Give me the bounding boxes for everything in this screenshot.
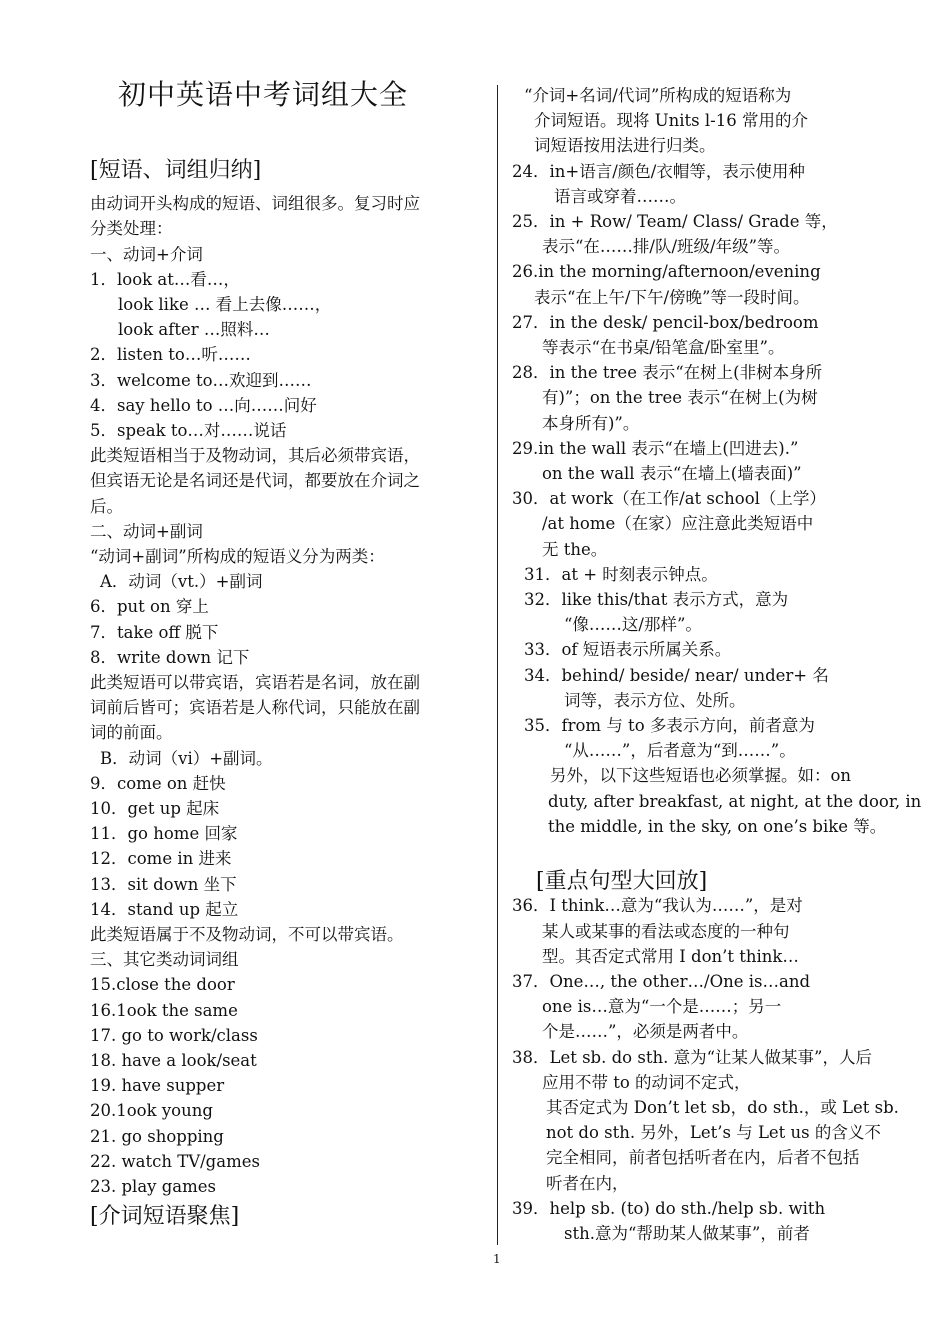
text-line: 11．go home 回家 [90,824,238,844]
section-heading: [介词短语聚焦] [90,1204,240,1230]
text-line: the middle, in the sky, on one’s bike 等。 [548,816,887,836]
text-line: 24．in+语言/颜色/衣帽等，表示使用种 [512,161,805,181]
text-line: 13．sit down 坐下 [90,874,237,894]
text-line: 听者在内， [546,1173,629,1193]
text-line: 3．welcome to…欢迎到…… [90,370,312,390]
text-line: 一、动词+介词 [90,244,203,264]
text-line: 等表示“在书桌/铅笔盒/卧室里”。 [542,338,785,357]
text-line: 后。 [90,496,123,516]
text-line: duty, after breakfast, at night, at the door, in [548,791,922,811]
text-line: 分类处理： [90,219,173,239]
text-line: 无 the。 [542,539,608,559]
text-line: B．动词（vi）+副词。 [100,748,273,768]
text-line: “像……这/那样”。 [564,615,702,635]
text-line: 三、其它类动词词组 [90,950,239,970]
text-line: 12．come in 进来 [90,849,232,869]
text-line: 32．like this/that 表示方式，意为 [524,590,789,609]
text-line: 9．come on 赶快 [90,773,226,793]
text-line: “从……”，后者意为“到……”。 [564,741,796,761]
text-line: 个是……”，必须是两者中。 [542,1022,749,1042]
text-line: 19. have supper [90,1076,225,1096]
section-heading: [重点句型大回放] [536,869,708,895]
text-line: 表示“在上午/下午/傍晚”等一段时间。 [534,287,810,307]
text-line: “介词+名词/代词”所构成的短语称为 [524,86,792,105]
text-line: 15.close the door [90,975,235,995]
text-line: 8．write down 记下 [90,647,250,667]
text-line: 38．Let sb. do sth. 意为“让某人做某事”，人后 [512,1047,872,1067]
text-line: 33．of 短语表示所属关系。 [524,640,732,660]
text-line: 35．from 与 to 多表示方向，前者意为 [524,716,815,735]
text-line: 介词短语。现将 Units l-16 常用的介 [534,111,808,131]
text-line: 23. play games [90,1177,217,1196]
text-line: 27．in the desk/ pencil-box/bedroom [512,312,819,332]
text-line: 6．put on 穿上 [90,597,209,617]
text-line: 37．One…, the other…/One is…and [512,972,811,991]
text-line: on the wall 表示“在墙上(墙表面)” [542,464,802,483]
text-line: 30．at work（在工作/at school（上学） [512,489,826,509]
column-divider [497,85,498,1245]
text-line: 本身所有)”。 [542,413,640,433]
text-line: 词短语按用法进行归类。 [534,136,716,156]
text-line: 词等，表示方位、处所。 [564,690,746,710]
text-line: 此类短语可以带宾语，宾语若是名词，放在副 [90,673,420,692]
text-line: 1．look at…看…， [90,269,240,289]
text-line: 28．in the tree 表示“在树上(非树本身所 [512,363,823,383]
section-heading: [短语、词组归纳] [90,158,262,183]
text-line: 有)”；on the tree 表示“在树上(为树 [542,388,818,408]
text-line: 其否定式为 Don’t let sb，do sth.，或 Let sb. [546,1098,899,1117]
text-line: 16.1ook the same [90,1000,238,1020]
text-line: 25．in + Row/ Team/ Class/ Grade 等， [512,212,838,231]
text-line: look like … 看上去像……， [118,295,332,314]
text-line: 此类短语相当于及物动词，其后必须带宾语， [90,446,420,466]
text-line: 另外，以下这些短语也必须掌握。如：on [550,766,852,786]
text-line: not do sth. 另外，Let’s 与 Let us 的含义不 [546,1123,881,1143]
text-line: 完全相同，前者包括听者在内，后者不包括 [546,1148,860,1168]
text-line: 17. go to work/class [90,1025,258,1045]
text-line: A．动词（vt.）+副词 [100,572,263,592]
text-line: 18. have a look/seat [90,1051,257,1070]
text-line: 由动词开头构成的短语、词组很多。复习时应 [90,194,420,214]
text-line: 词的前面。 [90,723,173,743]
text-line: 14．stand up 起立 [90,899,239,919]
text-line: “动词+副词”所构成的短语义分为两类： [90,547,385,566]
page-number: 1 [493,1252,501,1266]
text-line: 2．listen to…听…… [90,345,251,365]
text-line: 某人或某事的看法或态度的一种句 [542,921,790,941]
text-line: 31．at + 时刻表示钟点。 [524,564,718,584]
text-line: 4．say hello to …向……问好 [90,395,317,415]
text-line: sth.意为“帮助某人做某事”，前者 [564,1224,810,1243]
text-line: 应用不带 to 的动词不定式， [542,1072,751,1092]
text-line: 26.in the morning/afternoon/evening [512,262,821,282]
text-line: look after …照料… [118,320,270,340]
text-line: 10．get up 起床 [90,799,220,818]
text-line: 20.1ook young [90,1101,213,1121]
text-line: 型。其否定式常用 I don’t think… [542,946,799,966]
text-line: 39．help sb. (to) do sth./help sb. with [512,1198,826,1218]
text-line: 36．I think…意为“我认为……”，是对 [512,896,803,916]
text-line: 5．speak to…对……说话 [90,421,287,440]
text-line: 二、动词+副词 [90,521,203,541]
text-line: 此类短语属于不及物动词，不可以带宾语。 [90,925,404,944]
text-line: 但宾语无论是名词还是代词，都要放在介词之 [90,471,420,491]
text-line: 34．behind/ beside/ near/ under+ 名 [524,665,829,685]
text-line: 21. go shopping [90,1126,224,1146]
page-title: 初中英语中考词组大全 [118,78,409,111]
text-line: 语言或穿着……。 [554,186,686,206]
text-line: 22. watch TV/games [90,1151,260,1171]
text-line: 7．take off 脱下 [90,622,219,642]
text-line: 表示“在……排/队/班级/年级”等。 [542,237,791,257]
text-line: one is…意为“一个是……；另一 [542,997,782,1017]
text-line: /at home（在家）应注意此类短语中 [542,514,814,534]
text-line: 词前后皆可；宾语若是人称代词，只能放在副 [90,698,420,718]
text-line: 29.in the wall 表示“在墙上(凹进去).” [512,438,799,458]
